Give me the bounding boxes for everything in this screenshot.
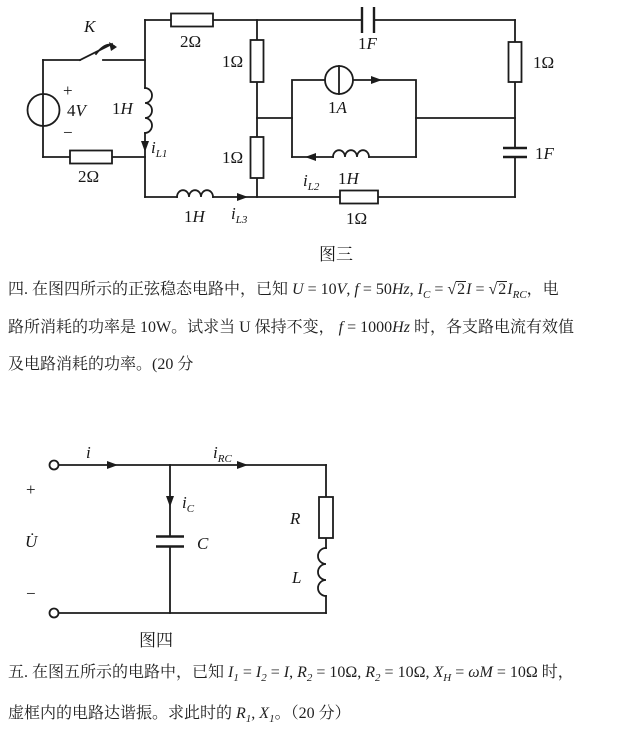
figure3-circuit <box>0 0 621 270</box>
math-seg: I <box>283 664 290 681</box>
inductor-mid-label: 1H <box>338 169 359 188</box>
r-bottom-left-label: 2Ω <box>78 167 100 186</box>
iL2-label: $i_{L2}$ <box>303 171 320 193</box>
current-arrow-iRC <box>237 461 248 469</box>
math-seg: 2 <box>457 281 466 298</box>
r-right-label: 1Ω <box>533 53 555 72</box>
current-arrow-iL2 <box>305 153 316 161</box>
r-mid-upper-label: 1Ω <box>222 52 244 71</box>
port-plus: + <box>26 480 36 499</box>
math-seg: = 10Ω, <box>312 664 366 681</box>
math-sub: C <box>422 289 431 302</box>
math-seg: R <box>236 705 246 722</box>
capacitor-1f-top <box>362 7 374 33</box>
math-sub: RC <box>512 289 527 302</box>
current-arrow-iC <box>166 496 174 507</box>
math-seg: f <box>354 281 359 298</box>
iRC-label: $i_{RC}$ <box>213 443 232 465</box>
current-arrow-i <box>107 461 118 469</box>
math-seg: R <box>297 664 307 681</box>
math-seg: = <box>451 664 469 681</box>
resistor-1ohm-right <box>509 42 522 82</box>
r-bottom-label: 1Ω <box>346 209 368 228</box>
r-mid-lower-label: 1Ω <box>222 148 244 167</box>
iL3-label: $i_{L3}$ <box>231 204 248 226</box>
math-sub: 2 <box>306 672 313 685</box>
math-sub: H <box>443 672 452 685</box>
cn-text: 路所消耗的功率是 10W。试求当 U 保持不变， <box>8 319 339 336</box>
math-seg: = <box>471 281 489 298</box>
capacitor-1f-right <box>503 148 527 157</box>
inductor-bottom-label: 1H <box>184 207 205 226</box>
iL1-label: $i_{L1}$ <box>151 138 168 160</box>
port-voltage: U̇ <box>25 532 38 551</box>
math-sub: 1 <box>269 713 275 726</box>
math-seg: X <box>259 705 270 722</box>
source-plus: + <box>63 81 73 100</box>
current-arrow-iL1 <box>141 141 149 152</box>
capacitor-label: C <box>197 534 209 553</box>
figure4-circuit <box>0 430 400 655</box>
math-sub: 1 <box>245 713 252 726</box>
wire <box>292 80 416 157</box>
r-top-label: 2Ω <box>180 32 202 51</box>
math-sub: 2 <box>261 672 267 685</box>
figure3-caption: 图三 <box>319 245 353 264</box>
cn-text: 。（20 分） <box>274 705 351 722</box>
source-value: 4V <box>67 101 86 120</box>
math-seg: ωM <box>468 664 493 681</box>
current-source-label: 1A <box>328 98 347 117</box>
math-seg: = 50 <box>358 281 392 298</box>
cn-text: 五. 在图五所示的电路中，已知 <box>8 664 229 681</box>
math-seg: I <box>417 281 423 298</box>
problem4-text-line2 <box>8 314 616 337</box>
cap-right-label: 1F <box>535 144 554 163</box>
cn-text: = 10Ω 时， <box>492 664 574 681</box>
inductor-left-label: 1H <box>112 99 133 118</box>
inductor-l-coil <box>318 548 326 596</box>
resistor-2ohm-bottom <box>70 151 112 164</box>
math-seg: Hz <box>392 319 410 336</box>
sqrt-symbol: √ <box>488 281 498 298</box>
cn-text: 虚框内的电路达谐振。求此时的 <box>8 705 237 722</box>
terminal-top <box>50 461 59 470</box>
math-seg: I <box>507 281 513 298</box>
cn-text: 时，各支路电流有效值 <box>409 319 574 336</box>
current-arrow-iL3 <box>237 193 248 201</box>
math-sub: 1 <box>233 672 239 685</box>
math-seg: , <box>409 281 418 298</box>
inductor-1h-left <box>145 88 152 133</box>
port-minus: − <box>26 584 36 603</box>
capacitor-c <box>156 537 184 547</box>
problem4-text-line3 <box>8 351 616 374</box>
resistor-r <box>319 497 333 538</box>
cn-text: 四. 在图四所示的正弦稳态电路中，已知 <box>8 281 293 298</box>
math-seg: , <box>251 705 260 722</box>
math-seg: I <box>255 664 262 681</box>
math-seg: = 1000 <box>343 319 393 336</box>
resistor-1ohm-mid-lower <box>251 137 264 178</box>
math-seg: = 10Ω, <box>380 664 434 681</box>
inductor-label: L <box>292 568 302 587</box>
figure4-caption: 图四 <box>139 631 173 650</box>
problem4-text-line1 <box>8 276 616 301</box>
math-seg: = <box>430 281 448 298</box>
switch-k-blade <box>80 44 112 60</box>
math-seg: , <box>346 281 355 298</box>
current-source-arrow <box>371 76 382 84</box>
cap-top-label: 1F <box>358 34 377 53</box>
cn-text: 及电路消耗的功率。(20 分 <box>8 356 194 373</box>
i-label: i <box>86 443 91 462</box>
math-seg: , <box>289 664 298 681</box>
math-seg: = <box>238 664 256 681</box>
math-seg: I <box>228 664 234 681</box>
problem5-text-line1 <box>8 659 616 684</box>
resistor-1ohm-mid-upper <box>251 40 264 82</box>
inductor-1h-mid <box>333 150 369 157</box>
math-seg: Hz <box>391 281 410 298</box>
math-seg: V <box>336 281 347 298</box>
iC-label: $i_C$ <box>182 493 195 515</box>
sqrt-symbol: √ <box>447 281 457 298</box>
source-minus: − <box>63 123 73 142</box>
math-sub: 2 <box>375 672 381 685</box>
math-seg: R <box>365 664 376 681</box>
math-seg: I <box>466 281 472 298</box>
switch-label: K <box>84 17 96 36</box>
resistor-label: R <box>290 509 301 528</box>
math-seg: = 10 <box>303 281 337 298</box>
math-seg: = <box>266 664 284 681</box>
math-seg: 2 <box>498 281 507 298</box>
resistor-2ohm-top <box>171 14 213 27</box>
problem5-text-line2 <box>8 700 616 725</box>
switch-k-arrowhead <box>109 42 117 51</box>
math-seg: X <box>433 664 444 681</box>
terminal-bottom <box>50 609 59 618</box>
math-seg: f <box>338 319 344 336</box>
cn-text: ，电 <box>526 281 559 298</box>
resistor-1ohm-bottom <box>340 191 378 204</box>
inductor-1h-bottom <box>177 190 213 197</box>
math-seg: U <box>292 281 304 298</box>
